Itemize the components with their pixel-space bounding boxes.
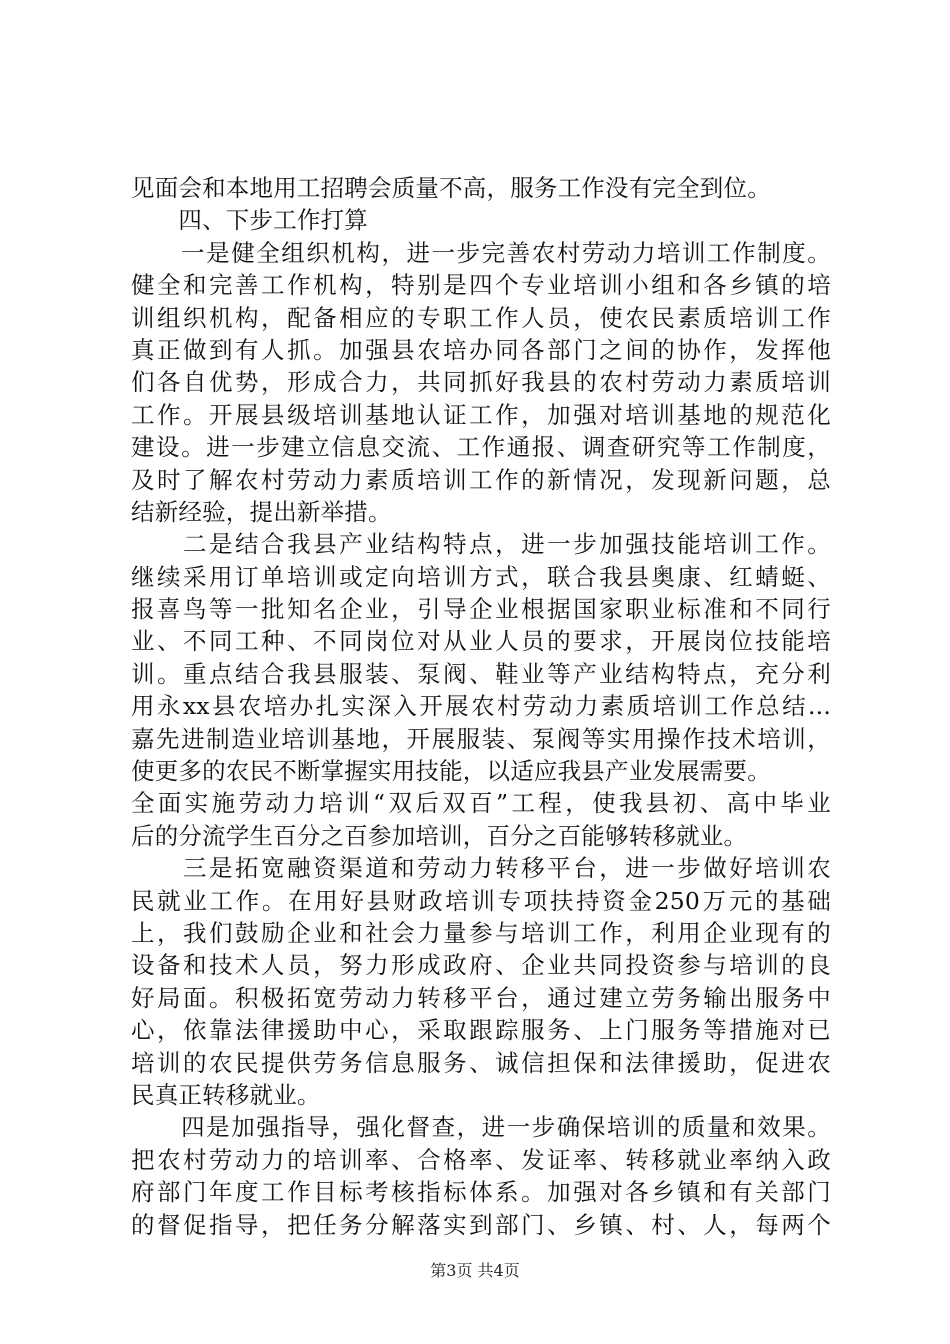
text-line: 的督促指导，把任务分解落实到部门、乡镇、村、人，每两个: [131, 1210, 831, 1239]
text-line: 使更多的农民不断掌握实用技能，以适应我县产业发展需要。: [131, 757, 771, 786]
text-line: 把农村劳动力的培训率、合格率、发证率、转移就业率纳入政: [131, 1145, 831, 1174]
text-line: 好局面。积极拓宽劳动力转移平台，通过建立劳务输出服务中: [131, 983, 831, 1012]
text-line: 健全和完善工作机构，特别是四个专业培训小组和各乡镇的培: [131, 271, 831, 300]
text-line: 训。重点结合我县服装、泵阀、鞋业等产业结构特点，充分利: [131, 659, 831, 688]
text-line: 报喜鸟等一批知名企业，引导企业根据国家职业标准和不同行: [131, 595, 831, 624]
text-line: 四是加强指导，强化督查，进一步确保培训的质量和效果。: [131, 1113, 831, 1142]
text-line: 嘉先进制造业培训基地，开展服装、泵阀等实用操作技术培训，: [131, 724, 831, 753]
text-line: 民真正转移就业。: [131, 1080, 321, 1109]
text-line: 民就业工作。在用好县财政培训专项扶持资金250万元的基础: [131, 886, 831, 915]
page-footer: [0, 1261, 950, 1281]
text-line: 见面会和本地用工招聘会质量不高，服务工作没有完全到位。: [131, 174, 771, 202]
text-line: 后的分流学生百分之百参加培训，百分之百能够转移就业。: [131, 821, 748, 850]
text-line: 培训的农民提供劳务信息服务、诚信担保和法律援助，促进农: [131, 1048, 831, 1077]
text-line: 业、不同工种、不同岗位对从业人员的要求，开展岗位技能培: [131, 627, 831, 656]
text-line: 心，依靠法律援助中心，采取跟踪服务、上门服务等措施对已: [131, 1016, 831, 1045]
text-line: 及时了解农村劳动力素质培训工作的新情况，发现新问题，总: [131, 465, 831, 494]
text-line: 设备和技术人员，努力形成政府、企业共同投资参与培训的良: [131, 951, 831, 980]
text-line: 二是结合我县产业结构特点，进一步加强技能培训工作。: [131, 530, 831, 559]
page-number: 第3页 共4页: [430, 1261, 520, 1280]
text-line: 一是健全组织机构，进一步完善农村劳动力培训工作制度。: [131, 238, 831, 267]
text-line: 训组织机构，配备相应的专职工作人员，使农民素质培训工作: [131, 303, 831, 332]
text-line: 结新经验，提出新举措。: [131, 497, 392, 526]
text-line: 上，我们鼓励企业和社会力量参与培训工作，利用企业现有的: [131, 918, 831, 947]
section-heading: 四、下步工作打算: [131, 206, 368, 235]
text-line: 继续采用订单培训或定向培训方式，联合我县奥康、红蜻蜓、: [131, 562, 831, 591]
text-line: 府部门年度工作目标考核指标体系。加强对各乡镇和有关部门: [131, 1178, 831, 1207]
text-line: 工作。开展县级培训基地认证工作，加强对培训基地的规范化: [131, 400, 831, 429]
text-line: 建设。进一步建立信息交流、工作通报、调查研究等工作制度，: [131, 433, 831, 462]
text-line: 用永xx县农培办扎实深入开展农村劳动力素质培训工作总结...: [131, 692, 831, 721]
text-line: 全面实施劳动力培训“双后双百”工程，使我县初、高中毕业: [131, 789, 831, 818]
text-line: 们各自优势，形成合力，共同抓好我县的农村劳动力素质培训: [131, 368, 831, 397]
document-body: [131, 172, 831, 1241]
text-line: 真正做到有人抓。加强县农培办同各部门之间的协作，发挥他: [131, 335, 831, 364]
text-line: 三是拓宽融资渠道和劳动力转移平台，进一步做好培训农: [131, 854, 831, 883]
